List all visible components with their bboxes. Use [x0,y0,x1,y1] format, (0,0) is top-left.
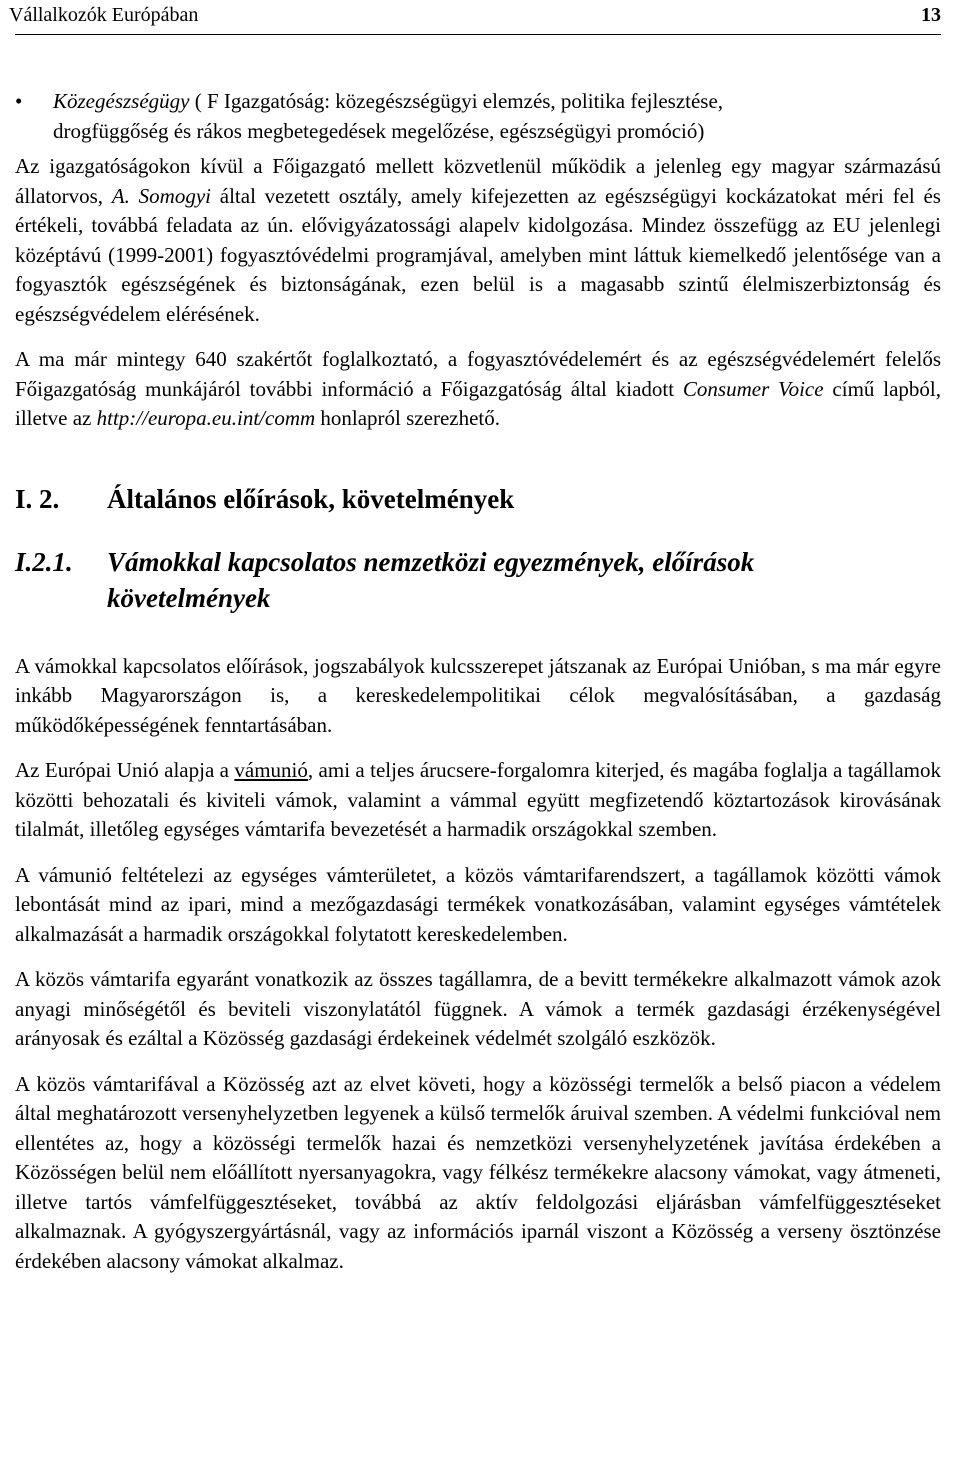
paragraph-tariff-principle: A közös vámtarifával a Közösség azt az elvet követi, hogy a közösségi termelők a belső piacon a védelem által meghatározott versenyhelyzetben legyenek a külső termelők áruival szemben. A védelmi funkcióval nem ellentétes az, hogy a közösségi termelők hazai és nemzetközi versenyhelyzetének javítása érdekében a Közösségen belül nem előállított nyersanyagokra, vagy félkész termékekre alacsony vámokat, vagy átmeneti, illetve tartós vámfelfüggesztéseket, továbbá az aktív feldolgozási eljárásban vámfelfüggesztéseket alkalmaznak. A gyógyszergyártásnál, vagy az információs iparnál viszont a Közösség a verseny ösztönzése érdekében alacsony vámokat alkalmaz. [15,1071,941,1273]
website-url: http://europa.eu.int/comm [96,406,316,430]
paragraph-text: által vezetett osztály, amely kifejezetten az egészségügyi kockázatokat méri fel és értékeli, továbbá feladata az ún. elővigyázatossági alapelv kidolgozása. Mindez összefügg az EU jelenlegi középtávú (1999-2001) fogyasztóvédelmi programjával, amelyben mint láttuk kiemelkedő jelentősége van a fogyasztók egészségének és biztonságának, ezen belül is a magasabb szintű élelmiszerbiztonság és egészségvédelem elérésének. [15,183,941,326]
bullet-icon: • [15,89,23,113]
bullet-item-public-health [15,87,941,146]
paragraph-text: , ami a teljes árucsere-forgalomra kiterjed, és magába foglalja a tagállamok közötti behozatali és kiviteli vámok, valamint a vámmal együtt megfizetendő köztartozások kirovásának tilalmát, illetőleg egységes vámtarifa bevezetését a harmadik országokkal szemben. [15,758,941,841]
paragraph-customs-union-requirements: A vámunió feltételezi az egységes vámterületet, a közös vámtarifarendszert, a tagállamok közötti vámok lebontását mind az ipari, mind a mezőgazdasági termékek vonatkozásában, valamint egységes vámtételek alkalmazását a harmadik országokkal folytatott kereskedelemben. [15,862,941,946]
section-heading [15,482,941,516]
paragraph-text: A ma már mintegy 640 szakértőt foglalkoztató, a fogyasztóvédelemért és az egészségvédelemért felelős Főigazgatóság munkájáról további információ a Főigazgatóság által kiadott [15,347,941,401]
header-title: Vállalkozók Európában [9,4,199,26]
bullet-text-line2: drogfüggőség és rákos megbetegedések megelőzése, egészségügyi promóció) [53,118,705,143]
paragraph-text: Az Európai Unió alapja a [15,758,235,782]
subsection-title: Vámokkal kapcsolatos nemzetközi egyezmények, előírások követelmények [107,546,755,613]
paragraph-customs-role: A vámokkal kapcsolatos előírások, jogszabályok kulcsszerepet játszanak az Európai Unióban, s ma már egyre inkább Magyarországon is, a kereskedelempolitikai célok megvalósításában, a gazdaság működőképességének fenntartásában. [15,653,941,737]
subsection-heading [15,544,941,616]
paragraph-text: Az igazgatóságokon kívül a Főigazgató mellett közvetlenül működik a jelenleg egy magyar származású állatorvos, [15,154,941,208]
paragraph-customs-union [15,756,941,845]
person-name: A. Somogyi [111,183,211,208]
bullet-text-line1: ( F Igazgatóság: közegészségügyi elemzés, politika fejlesztése, [189,89,724,113]
bullet-lead: Közegészségügy [53,89,190,113]
paragraph-common-tariff: A közös vámtarifa egyaránt vonatkozik az összes tagállamra, de a bevitt termékekre alkalmazott vámok azok anyagi minőségétől és beviteli viszonylatától függnek. A vámok a termék gazdasági érzékenységével arányosak és ezáltal a Közösség gazdasági érdekeinek védelmét szolgáló eszközök. [15,967,941,1050]
publication-title: Consumer Voice [682,376,824,401]
paragraph-text: című lapból, illetve az [15,376,941,430]
section-title: Általános előírások, követelmények [107,483,515,514]
underlined-term: vámunió [234,758,308,782]
paragraph-directorate-info [15,345,941,434]
document-page [9,0,941,1276]
page-number: 13 [921,4,941,26]
paragraph-text: honlapról szerezhető. [315,406,500,430]
subsection-number: I.2.1. [15,546,73,577]
paragraph-directorate-unit [15,152,941,329]
running-header [9,0,941,35]
section-number: I. 2. [15,483,60,514]
